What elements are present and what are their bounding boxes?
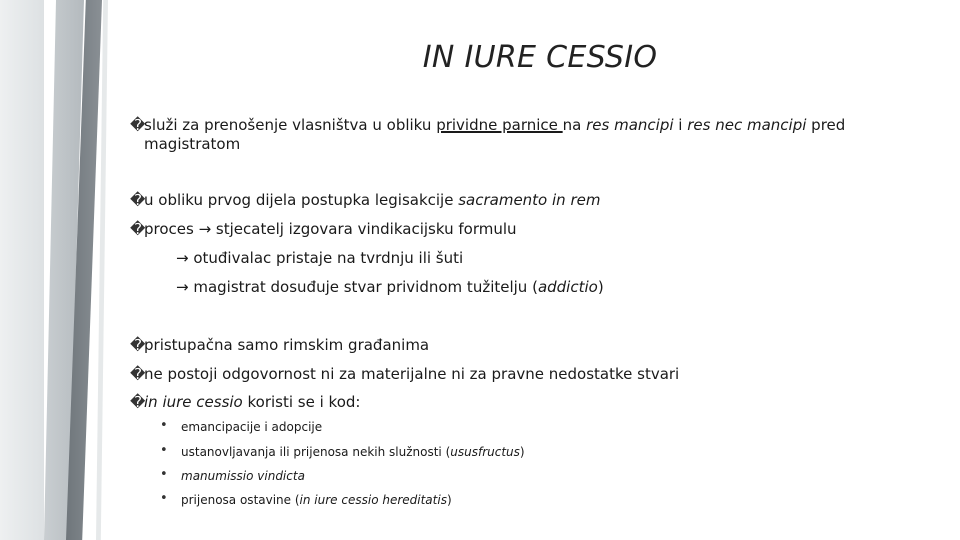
sub-bullet-dot: •: [160, 491, 168, 506]
italic-text: in iure cessio: [144, 393, 243, 411]
text: ne postoji odgovornost ni za materijalne ni za pravne nedostatke stvari: [144, 365, 680, 383]
sub-item-1: [181, 420, 322, 434]
arrow-line-1: → otuđivalac pristaje na tvrdnju ili šuti: [176, 249, 464, 267]
text: ): [519, 445, 525, 459]
bullet-item-1: [130, 116, 845, 135]
text: služi za prenošenje vlasništva u obliku: [144, 116, 437, 134]
italic-text: addictio: [537, 278, 598, 296]
text: proces → stjecatelj izgovara vindikacijsku formulu: [144, 220, 517, 238]
sub-bullet-dot: •: [160, 467, 168, 482]
sub-bullet-dot: •: [160, 443, 168, 458]
text: ustanovljavanja ili prijenosa nekih služnosti (: [181, 445, 451, 459]
text: i: [673, 116, 688, 134]
bullet-glyph: �: [130, 191, 146, 209]
bullet-item-5: [130, 365, 679, 384]
italic-text: manumissio vindicta: [181, 469, 305, 483]
arrow-line-2: [176, 278, 604, 297]
underlined-text: prividne parnice: [436, 116, 563, 134]
italic-text: ususfructus: [450, 445, 520, 459]
bullet-item-2: [130, 191, 600, 210]
bullet-glyph: �: [130, 220, 146, 238]
text: pred: [806, 116, 846, 134]
text: ): [446, 493, 452, 507]
sub-item-4: [181, 493, 452, 507]
bullet-item-4: [130, 336, 429, 355]
bullet-glyph: �: [130, 116, 146, 134]
bullet-glyph: �: [130, 365, 146, 383]
text: ): [597, 278, 604, 296]
bullet-item-1-continuation: magistratom: [144, 135, 241, 153]
sub-item-3: [181, 469, 305, 483]
italic-text: in iure cessio hereditatis: [299, 493, 447, 507]
text: koristi se i kod:: [242, 393, 361, 411]
slide-title: IN IURE CESSIO: [422, 40, 658, 75]
italic-text: res nec mancipi: [687, 116, 807, 134]
italic-text: sacramento in rem: [458, 191, 601, 209]
text: prijenosa ostavine (: [181, 493, 300, 507]
decor-stripe-light: [0, 0, 44, 540]
sub-bullet-dot: •: [160, 418, 168, 433]
text: u obliku prvog dijela postupka legisakcije: [144, 191, 459, 209]
italic-text: res mancipi: [586, 116, 674, 134]
sub-item-2: [181, 445, 525, 459]
bullet-glyph: �: [130, 336, 146, 354]
text: emancipacije i adopcije: [181, 420, 323, 434]
text: na: [562, 116, 587, 134]
bullet-item-6: [130, 393, 360, 412]
text: pristupačna samo rimskim građanima: [144, 336, 430, 354]
bullet-item-3: [130, 220, 517, 239]
text: → magistrat dosuđuje stvar prividnom tužitelju (: [176, 278, 538, 296]
bullet-glyph: �: [130, 393, 146, 411]
